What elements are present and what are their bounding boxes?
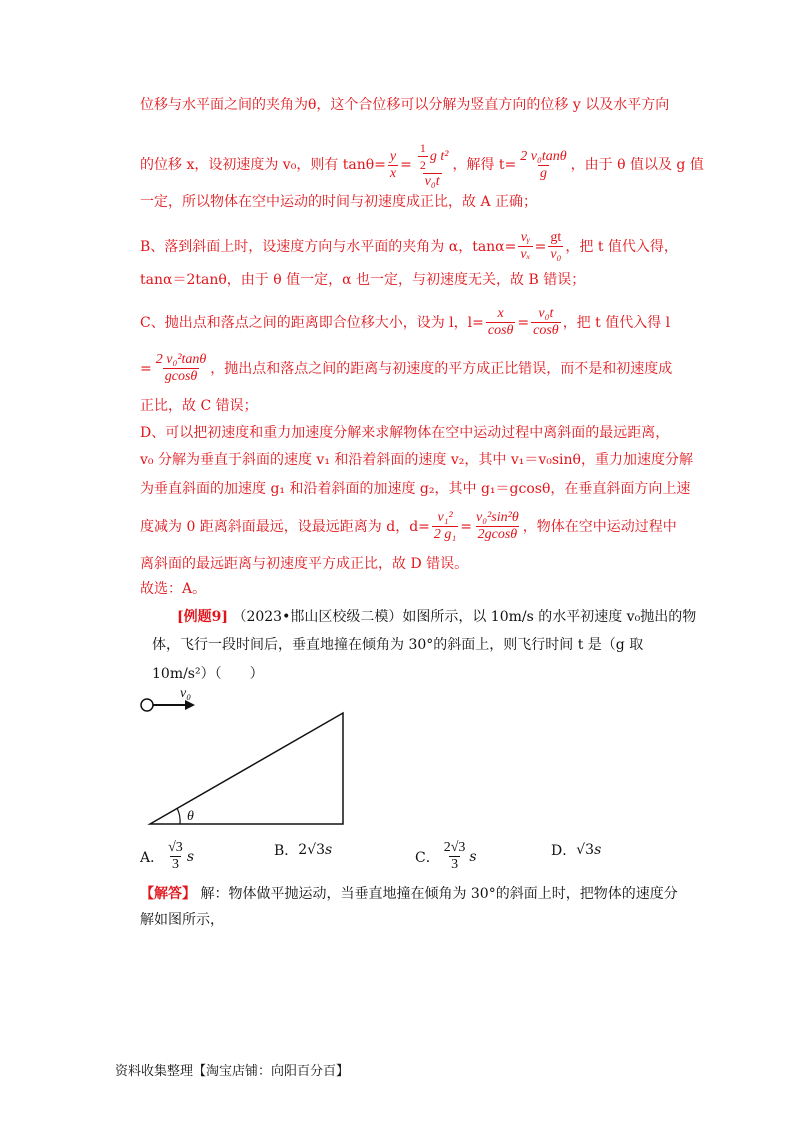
- line6-text-a: C、抛出点和落点之间的距离即合位移大小，设为 l，l=: [140, 314, 484, 331]
- solution-line-10: v₀ 分解为垂直于斜面的速度 v₁ 和沿着斜面的速度 v₂，其中 v₁＝v₀sinθ，重力加速度分解: [140, 452, 693, 468]
- frac-den: cosθ: [487, 323, 514, 338]
- fraction-d-result: [474, 510, 521, 543]
- answer-tag: 【解答】: [140, 886, 196, 902]
- option-a-fraction: [166, 840, 185, 873]
- line2-text-b: ，解得 t=: [452, 157, 517, 173]
- velocity-arrow-head: [185, 700, 195, 710]
- fraction-v1sq-over-2g1: [432, 510, 458, 543]
- line7-text-b: ，抛出点和落点之间的距离与初速度的平方成正比错误，而不是和初速度成: [210, 360, 673, 377]
- frac-num: x: [497, 306, 504, 321]
- solution-line-1: 位移与水平面之间的夹角为θ，这个合位移可以分解为竖直方向的位移 y 以及水平方向: [140, 97, 670, 113]
- answer-line-2: 解如图所示，: [140, 912, 224, 928]
- page-footer: 资料收集整理【淘宝店铺：向阳百分百】: [115, 1064, 350, 1079]
- example-text-1: （2023•邯山区校级二模）如图所示，以 10m/s 的水平初速度 v₀抛出的物: [232, 609, 697, 625]
- example-tag: [例题9]: [177, 609, 228, 625]
- answer-text-1: 解：物体做平抛运动，当垂直地撞在倾角为 30°的斜面上时，把物体的速度分: [200, 886, 678, 902]
- line4-text-b: ，把 t 值代入得，: [565, 238, 678, 255]
- frac-den: 3: [451, 857, 459, 872]
- option-letter: D．: [551, 843, 577, 859]
- fraction-gt-over-v0: [548, 230, 563, 263]
- frac-den: gcosθ: [164, 369, 198, 384]
- option-c[interactable]: [415, 840, 477, 873]
- frac-num: √3: [168, 840, 183, 855]
- frac-den: 2gcosθ: [477, 527, 518, 542]
- frac-num: 2 v₀²tanθ: [155, 352, 207, 367]
- frac-num: gt: [550, 230, 562, 245]
- angle-arc: [177, 808, 180, 824]
- fraction-one-half: [418, 140, 428, 173]
- solution-line-9: D、可以把初速度和重力加速度分解来求解物体在空中运动过程中离斜面的最远距离，: [140, 425, 670, 441]
- solution-line-6: [140, 306, 670, 339]
- fraction-l-result: [154, 352, 209, 385]
- frac-den: 2: [419, 158, 426, 172]
- fraction-t-solution: [518, 149, 568, 182]
- velocity-label: v₀: [180, 686, 192, 701]
- projectile-ball: [141, 699, 153, 711]
- frac-num: v₀t: [538, 306, 554, 321]
- solution-line-13: 离斜面的最远距离与初速度平方成正比，故 D 错误。: [140, 556, 469, 572]
- option-unit: s: [594, 842, 602, 858]
- line2-text-c: ，由于 θ 值以及 g 值: [570, 157, 704, 173]
- frac-num: y: [389, 148, 397, 164]
- equals-sign: =: [400, 157, 412, 173]
- frac-den: 3: [171, 857, 179, 872]
- frac-num: 2 v₀tanθ: [520, 148, 567, 164]
- frac-den: g: [539, 165, 547, 181]
- option-d-value: √3: [576, 842, 595, 858]
- example-line-2: 体，飞行一段时间后，垂直地撞在倾角为 30°的斜面上，则飞行时间 t 是（g 取: [152, 637, 644, 653]
- option-d[interactable]: [551, 840, 601, 860]
- line2-text-a: 的位移 x，设初速度为 v₀，则有 tanθ=: [140, 157, 386, 173]
- fraction-half-gt2-over-v0t: [414, 140, 451, 190]
- fraction-x-over-costheta: [486, 306, 516, 339]
- frac-den: vₓ: [520, 247, 531, 262]
- option-letter: A．: [140, 849, 165, 866]
- frac-num: v₁²: [437, 510, 453, 525]
- option-unit: s: [186, 848, 194, 865]
- line12-text-a: 度减为 0 距离斜面最远，设最远距离为 d，d=: [140, 518, 430, 535]
- option-b[interactable]: [274, 840, 332, 860]
- fraction-vy-over-vx: [518, 230, 532, 263]
- equals-sign: =: [460, 518, 473, 535]
- answer-line-1: [140, 884, 678, 904]
- option-unit: s: [469, 848, 477, 865]
- frac-num: 1: [419, 141, 426, 155]
- gt-squared: g t²: [429, 148, 449, 164]
- solution-line-4: [140, 230, 678, 263]
- solution-line-7: [140, 352, 672, 385]
- frac-den: cosθ: [533, 323, 559, 338]
- frac-num: [414, 140, 451, 173]
- equals-sign: =: [517, 314, 530, 331]
- angle-label: θ: [187, 809, 194, 824]
- equals-sign: =: [140, 360, 152, 377]
- example-line-3: 10m/s²）（ ）: [152, 666, 264, 682]
- solution-line-12: [140, 510, 677, 543]
- frac-den: x: [389, 165, 397, 181]
- frac-num: vᵧ: [520, 230, 531, 245]
- option-letter: C．: [415, 849, 440, 866]
- solution-line-2: [140, 140, 704, 190]
- option-a[interactable]: [140, 840, 194, 873]
- line12-text-b: ，物体在空中运动过程中: [522, 518, 677, 535]
- solution-line-3: 一定，所以物体在空中运动的时间与初速度成正比，故 A 正确；: [140, 194, 538, 210]
- example-line-1: [177, 607, 696, 627]
- frac-den: v₀: [550, 247, 562, 262]
- fraction-v0t-over-costheta: [531, 306, 561, 339]
- frac-den: v₀t: [424, 174, 440, 189]
- line6-text-b: ，把 t 值代入得 l: [562, 314, 671, 331]
- frac-num: 2√3: [443, 840, 466, 855]
- incline-triangle: [150, 713, 343, 824]
- solution-line-11: 为垂直斜面的加速度 g₁ 和沿着斜面的加速度 g₂，其中 g₁＝gcosθ，在垂直斜面方向上速: [140, 481, 691, 497]
- solution-line-8: 正比，故 C 错误；: [140, 398, 258, 414]
- option-c-fraction: [442, 840, 468, 873]
- option-letter: B．: [274, 843, 299, 859]
- frac-num: v₀²sin²θ: [476, 510, 519, 525]
- option-unit: s: [325, 842, 333, 858]
- fraction-y-over-x: [388, 149, 398, 182]
- option-b-value: 2√3: [298, 842, 326, 858]
- solution-line-5: tanα＝2tanθ，由于 θ 值一定，α 也一定，与初速度无关，故 B 错误；: [140, 272, 586, 288]
- line4-text-a: B、落到斜面上时，设速度方向与水平面的夹角为 α，tanα=: [140, 238, 517, 255]
- equals-sign: =: [534, 238, 547, 255]
- solution-line-14: 故选：A。: [140, 581, 207, 597]
- frac-den: 2 g₁: [433, 527, 457, 542]
- incline-figure: [135, 680, 375, 835]
